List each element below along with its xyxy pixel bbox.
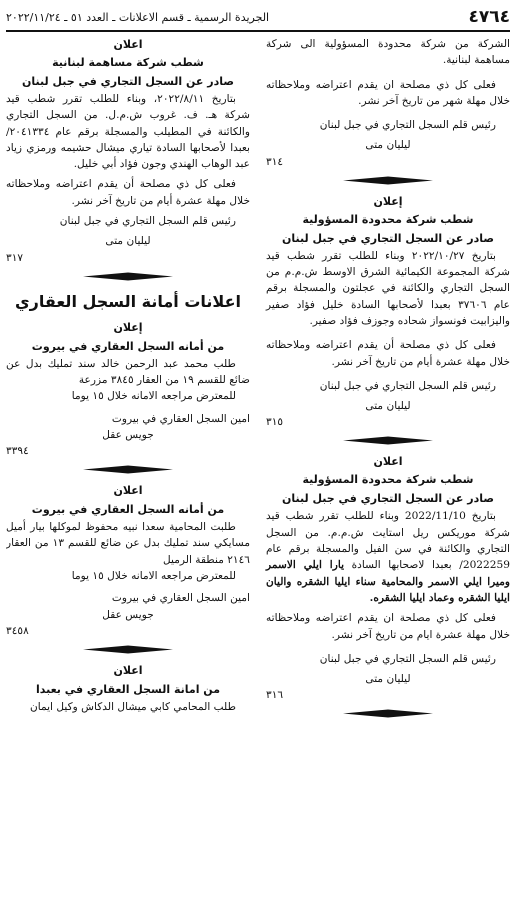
notice-subheading: صادر عن السجل التجاري في جبل لبنان xyxy=(21,75,235,88)
notice-body-text: بتاريخ 2022/11/10 وبناء للطلب تقرر شطب قيد شركة موريكس ريل استايت ش.م.م. من السجل التجاري والكائنة في سن الفيل والمسجلة برقم عام 2022259/ بعبدا لاصحابها السادة xyxy=(266,510,510,572)
objection-paragraph: فعلى كل ذي مصلحة ان يقدم اعتراضه وملاحظاته خلال مهلة عشرة ايام من تاريخ آخر نشر. xyxy=(266,612,510,641)
divider-ornament-icon xyxy=(83,645,173,654)
signature-title: رئيس قلم السجل التجاري في جبل لبنان xyxy=(319,119,496,132)
notice-number: ٣١٧ xyxy=(6,251,24,264)
notice-body: بتاريخ ٢٠٢٢/١٠/٢٧ وبناء للطلب تقرر شطب قيد شركة المجموعة الكيمائية الشرق الاوسط ش.م.م من السجل التجاري والكائنة في عجلتون والمسجلة برقم عام ٣٧٦٠٦ بعبدا لأصحابها السادة خليل فؤاد صفير واليزابيت فونسواز شحاده وجوزف فؤاد صفير. xyxy=(266,249,510,327)
page-number: ٤٧٦٤ xyxy=(468,7,510,27)
notice-label: اعلان xyxy=(113,38,143,51)
notice-number: ٣١٥ xyxy=(266,416,284,429)
signature-name: ليليان متى xyxy=(365,673,411,686)
signature-title: امين السجل العقاري في بيروت xyxy=(111,592,250,605)
notice-label: إعلان xyxy=(113,320,143,334)
divider-ornament xyxy=(6,645,250,654)
divider-ornament-icon xyxy=(83,272,173,281)
section-title: اعلانات أمانة السجل العقاري xyxy=(15,291,241,311)
notice-number: ٣١٦ xyxy=(266,689,284,702)
notice-subheading: صادر عن السجل التجاري في جبل لبنان xyxy=(281,231,495,245)
divider-ornament xyxy=(266,176,510,185)
divider-ornament-icon xyxy=(343,176,433,185)
signature-title: رئيس قلم السجل التجاري في جبل لبنان xyxy=(319,379,496,392)
notice-heading: من أمانه السجل العقاري في بيروت xyxy=(31,503,225,517)
divider-ornament xyxy=(266,436,510,445)
divider-ornament xyxy=(266,709,510,718)
continued-paragraph: الشركة من شركة محدودة المسؤولية الى شركة مساهمة لبنانية. xyxy=(266,38,510,67)
notice-body: بتاريخ ٢٠٢٢/٨/١١، وبناء للطلب تقرر شطب قيد شركة هـ. ف. غروب ش.م.ل. من السجل التجاري والكائنة في المطيلب والمسجلة برقم عام ٢٠٤١٣٣٤/ بعبدا لأصحابها السادة تياري ميشال حشيمه ورمزي زياد عبد الوهاب الهندي وجون فؤاد أبي خليل. xyxy=(6,93,250,171)
notice-heading: شطب شركة مساهمة لبنانية xyxy=(52,56,204,69)
signature-title: امين السجل العقاري في بيروت xyxy=(111,412,250,425)
signature-name: ليليان متى xyxy=(365,139,411,152)
notice-label: إعلان xyxy=(373,194,403,208)
signature-name: جويس عقل xyxy=(102,608,154,621)
divider-ornament xyxy=(6,465,250,474)
notice-number: ٣٣٩٤ xyxy=(6,445,29,458)
notice-body: طلب محمد عبد الرحمن خالد سند تمليك بدل عن ضائع للقسم ١٩ من العقار ٣٨٤٥ مزرعة xyxy=(6,357,250,386)
page-header xyxy=(6,4,510,32)
owners-names: يارا ايلي الاسمر وميرا ايلي الاسمر والمحامية سناء ايليا الشقره واليان ايليا الشقره وعماد ايليا الشقره. xyxy=(266,559,510,604)
signature-name: ليليان متى xyxy=(365,400,411,413)
notice-instruction: للمعترض مراجعه الامانه خلال ١٥ يوما xyxy=(71,570,236,583)
left-column xyxy=(6,36,258,919)
header-title: الجريدة الرسمية ـ قسم الاعلانات ـ العدد ٥١ ـ ٢٠٢٢/١١/٢٤ xyxy=(6,10,270,24)
columns xyxy=(6,36,510,919)
notice-heading: شطب شركة محدودة المسؤولية xyxy=(302,212,474,226)
notice-body: طلب المحامي كابي ميشال الدكاش وكيل ايمان xyxy=(29,700,236,713)
signature-title: رئيس قلم السجل التجاري في جبل لبنان xyxy=(59,215,236,228)
notice-number: ٣١٤ xyxy=(266,155,284,168)
objection-paragraph: فعلى كل ذي مصلحة أن يقدم اعتراضه وملاحظاته خلال مهلة عشرة أيام من تاريخ آخر نشر. xyxy=(266,339,510,368)
notice-label: اعلان xyxy=(113,663,143,677)
notice-label: اعلان xyxy=(113,484,143,498)
divider-ornament-icon xyxy=(83,465,173,474)
signature-name: ليليان متى xyxy=(105,235,151,248)
notice-subheading: صادر عن السجل التجاري في جبل لبنان xyxy=(281,492,495,506)
signature-name: جويس عقل xyxy=(102,428,154,441)
notice-body xyxy=(266,508,510,606)
right-column xyxy=(258,36,510,919)
notice-heading: شطب شركة محدودة المسؤولية xyxy=(302,473,474,487)
divider-ornament xyxy=(6,272,250,281)
notice-heading: من أمانه السجل العقاري في بيروت xyxy=(31,339,225,353)
signature-title: رئيس قلم السجل التجاري في جبل لبنان xyxy=(319,652,496,665)
objection-paragraph: فعلى كل ذي مصلحة ان يقدم اعتراضه وملاحظاته خلال مهلة شهر من تاريخ آخر نشر. xyxy=(266,78,510,107)
notice-label: اعلان xyxy=(373,455,403,469)
divider-ornament-icon xyxy=(343,436,433,445)
notice-heading: من امانة السجل العقاري في بعبدا xyxy=(35,682,221,696)
notice-body: طلبت المحامية سعدا نبيه محفوظ لموكلها بيار أميل مسايكي سند تمليك بدل عن ضائع للقسم ١٣ من العقار ٢١٤٦ منطقة الرميل xyxy=(6,521,250,566)
objection-paragraph: فعلى كل ذي مصلحة أن يقدم اعتراضه وملاحظاته خلال مهلة عشرة أيام من تاريخ آخر نشر. xyxy=(6,178,250,207)
notice-number: ٣٤٥٨ xyxy=(6,624,29,637)
divider-ornament-icon xyxy=(343,709,433,718)
notice-instruction: للمعترض مراجعه الامانه خلال ١٥ يوما xyxy=(71,390,236,403)
